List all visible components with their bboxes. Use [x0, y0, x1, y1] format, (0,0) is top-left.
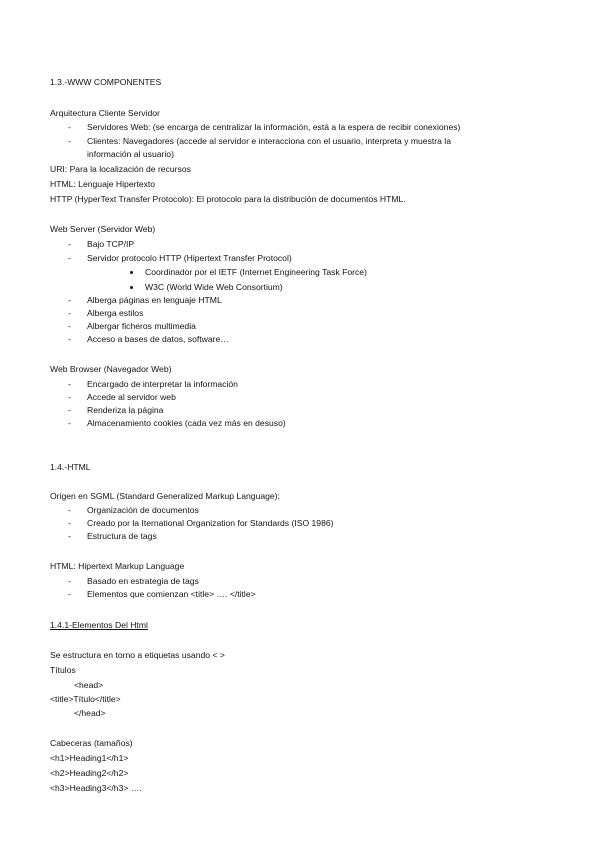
list-dash: -: [68, 308, 71, 318]
list-dash: -: [68, 405, 71, 415]
bullet-dot: [130, 271, 133, 274]
code-line: </head>: [74, 708, 106, 718]
subsection-heading: 1.4.1-Elementos Del Html: [50, 620, 148, 630]
list-item: Servidores Web: (se encarga de centralizar la información, está a la espera de recibir conexiones): [87, 122, 461, 132]
origin-title: Origen en SGML (Standard Generalized Markup Language):: [50, 491, 280, 501]
list-dash: -: [68, 321, 71, 331]
http-line: HTTP (HyperText Transfer Protocolo): El protocolo para la distribución de documentos HTML.: [50, 194, 406, 204]
list-item: Clientes: Navegadores (accede al servidor e interacciona con el usuario, interpreta y muestra la: [87, 136, 451, 146]
cabeceras-line: Cabeceras (tamaños): [50, 738, 133, 748]
titulos-line: Títulos: [50, 665, 76, 675]
browser-title: Web Browser (Navegador Web): [50, 364, 172, 374]
html-line: HTML: Lenguaje Hipertexto: [50, 179, 156, 189]
section-heading: 1.3.-WWW COMPONENTES: [50, 77, 162, 87]
list-dash: -: [68, 589, 71, 599]
list-item: Elementos que comienzan <title> …. </title>: [87, 589, 256, 599]
list-dash: -: [68, 334, 71, 344]
list-item: Alberga páginas en lenguaje HTML: [87, 295, 222, 305]
code-line: <title>Título</title>: [50, 694, 121, 704]
list-dash: -: [68, 122, 71, 132]
list-dash: -: [68, 505, 71, 515]
list-item: Encargado de interpretar la información: [87, 379, 238, 389]
list-dash: -: [68, 518, 71, 528]
sub-list-item: W3C (World Wide Web Consortium): [145, 282, 283, 292]
html-markup-title: HTML: Hipertext Markup Language: [50, 561, 185, 571]
list-item: Acceso a bases de datos, software…: [87, 334, 229, 344]
list-item: Accede al servidor web: [87, 392, 176, 402]
list-item-continuation: información al usuario): [87, 149, 174, 159]
list-item: Renderiza la página: [87, 405, 164, 415]
list-item: Creado por la Iternational Organization for Standards (ISO 1986): [87, 518, 334, 528]
bullet-dot: [130, 286, 133, 289]
webserver-title: Web Server (Servidor Web): [50, 224, 156, 234]
list-item: Almacenamiento cookies (cada vez más en desuso): [87, 418, 286, 428]
list-item: Estructura de tags: [87, 531, 157, 541]
list-item: Organización de documentos: [87, 505, 199, 515]
list-dash: -: [68, 392, 71, 402]
list-dash: -: [68, 136, 71, 146]
sub-list-item: Coordinador por el IETF (Internet Engineering Task Force): [145, 267, 367, 277]
list-dash: -: [68, 239, 71, 249]
list-item: Alberga estilos: [87, 308, 144, 318]
code-line: <h1>Heading1</h1>: [50, 753, 129, 763]
list-item: Servidor protocolo HTTP (Hipertext Transfer Protocol): [87, 253, 292, 263]
section-heading: 1.4.-HTML: [50, 462, 91, 472]
list-item: Albergar ficheros multimedia: [87, 321, 196, 331]
list-dash: -: [68, 531, 71, 541]
code-line: <h2>Heading2</h2>: [50, 768, 129, 778]
list-dash: -: [68, 418, 71, 428]
uri-line: URI: Para la localización de recursos: [50, 164, 191, 174]
code-line: <h3>Heading3</h3> ….: [50, 783, 142, 793]
list-dash: -: [68, 379, 71, 389]
list-dash: -: [68, 295, 71, 305]
list-item: Bajo TCP/IP: [87, 239, 135, 249]
arch-title: Arquitectura Cliente Servidor: [50, 108, 160, 118]
list-dash: -: [68, 576, 71, 586]
list-item: Basado en estrategia de tags: [87, 576, 199, 586]
code-line: <head>: [74, 680, 104, 690]
intro-line: Se estructura en torno a etiquetas usando < >: [50, 650, 225, 660]
list-dash: -: [68, 253, 71, 263]
